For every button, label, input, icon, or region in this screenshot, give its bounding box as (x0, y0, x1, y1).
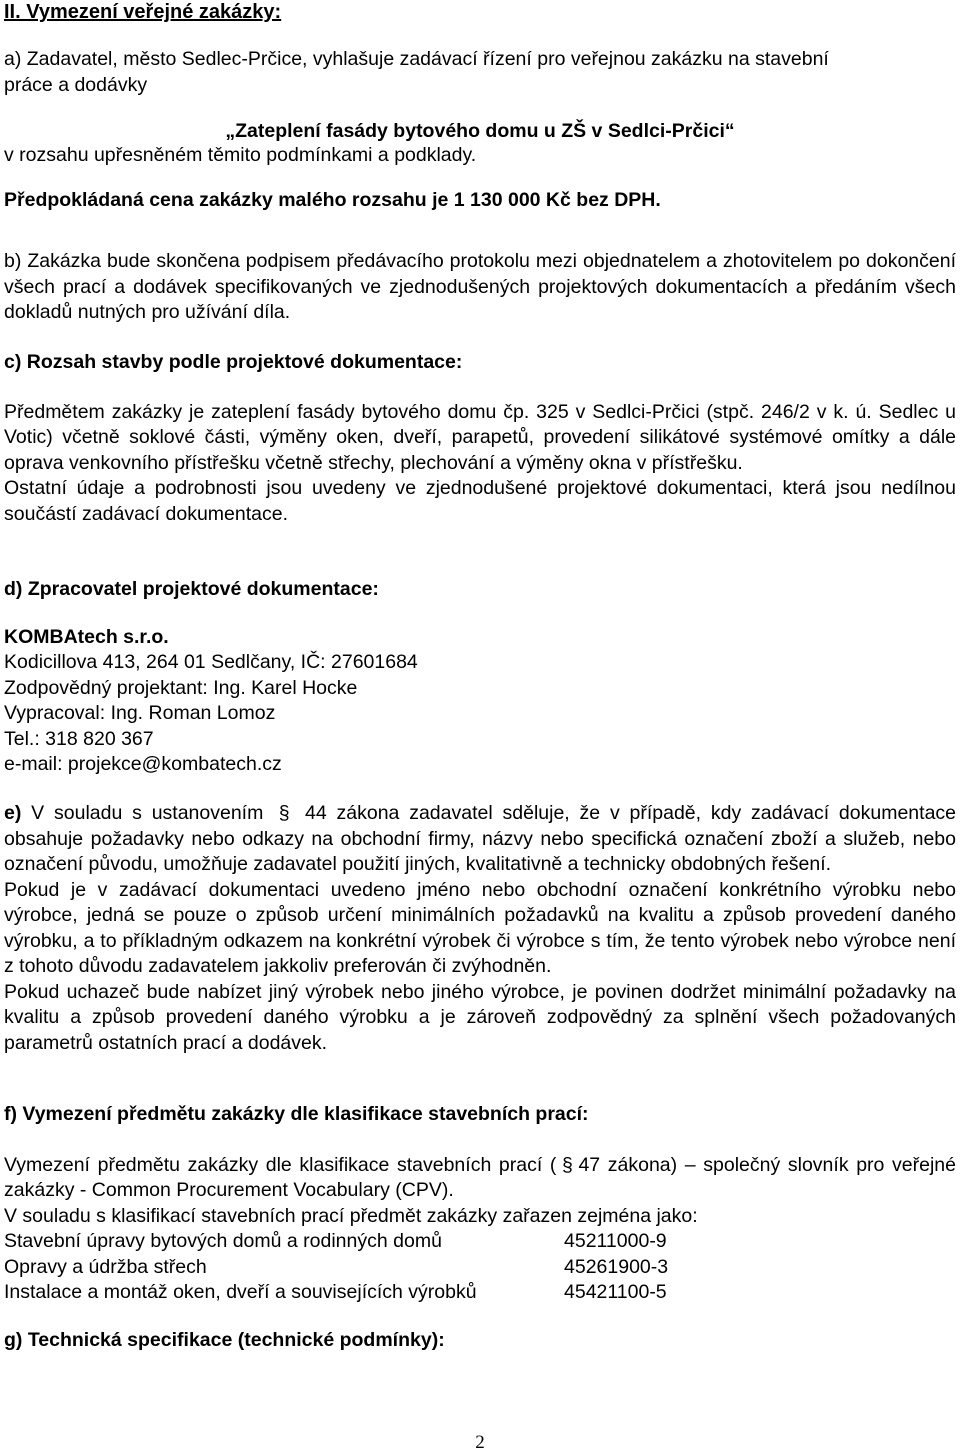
paragraph-symbol: § (278, 802, 290, 824)
section-c-heading: c) Rozsah stavby podle projektové dokumentace: (4, 351, 463, 373)
cpv-item-name: Instalace a montáž oken, dveří a souvisejících výrobků (4, 1281, 477, 1303)
company-name: KOMBAtech s.r.o. (4, 625, 169, 648)
page-number: 2 (475, 1432, 485, 1453)
cpv-list (4, 1229, 956, 1306)
section-g (4, 1328, 956, 1354)
section-e (4, 801, 956, 1056)
section-a-line1: a) Zadavatel, město Sedlec-Prčice, vyhlašuje zadávací řízení pro veřejnou zakázku na stavební (4, 48, 829, 70)
section-e-para2: Pokud je v zadávací dokumentaci uvedeno jméno nebo obchodní označení konkrétního výrobku nebo výrobce, jedná se pouze o způsob určení minimálních požadavků na kvalitu a způsob provedení daného výrobku, a to příkladným odkazem na konkrétní výrobek či výrobce s tím, že tento výrobek nebo výrobce není z tohoto důvodu zadavatelem jakkoliv preferován či zvýhodněn. (4, 878, 956, 977)
email: e-mail: projekce@kombatech.cz (4, 753, 282, 775)
section-b (4, 249, 956, 326)
phone: Tel.: 318 820 367 (4, 727, 154, 750)
section-c-para2: Ostatní údaje a podrobnosti jsou uvedeny ve zjednodušené projektové dokumentaci, která jsou nedílnou součástí zadávací dokumentace. (4, 477, 956, 525)
cpv-item-code: 45261900-3 (564, 1255, 669, 1278)
section-g-heading: g) Technická specifikace (technické podmínky): (4, 1329, 445, 1351)
cpv-item (4, 1280, 956, 1306)
section-f-para1: 47 zákona) – společný slovník pro veřejné zakázky - Common Procurement Vocabulary (CPV). (4, 1153, 956, 1201)
cpv-item (4, 1255, 956, 1281)
section-c-para1: Předmětem zakázky je zateplení fasády bytového domu čp. 325 v Sedlci-Prčici (stpč. 246/2 v k. ú. Sedlec u Votic) včetně soklové části, výměny oken, dveří, parapetů, provedení silikátové systémové omítky a dále oprava venkovního přístřešku včetně střechy, plechování a výměny okna v přístřešku. (4, 400, 956, 474)
section-a-line3: v rozsahu upřesněném těmito podmínkami a podklady. (4, 144, 477, 166)
section-f-para1-lead: Vymezení předmětu zakázky dle klasifikace stavebních prací ( (4, 1153, 557, 1176)
section-a (4, 47, 956, 214)
section-d-heading: d) Zpracovatel projektové dokumentace: (4, 578, 379, 600)
section-f (4, 1102, 956, 1306)
estimated-price: Předpokládaná cena zakázky malého rozsahu je 1 130 000 Kč bez DPH. (4, 189, 661, 211)
section-f-para2: V souladu s klasifikací stavebních prací předmět zakázky zařazen zejména jako: (4, 1204, 698, 1227)
prepared-by: Vypracoval: Ing. Roman Lomoz (4, 702, 276, 724)
cpv-item (4, 1229, 956, 1255)
section-e-label: e) (4, 802, 22, 824)
cpv-item-code: 45211000-9 (564, 1230, 667, 1252)
paragraph-symbol: § (562, 1153, 573, 1176)
section-d (4, 577, 956, 778)
contract-title: „Zateplení fasády bytového domu u ZŠ v Sedlci-Prčici“ (225, 120, 735, 142)
company-address: Kodicillova 413, 264 01 Sedlčany, IČ: 27601684 (4, 651, 418, 673)
section-e-lead: V souladu s ustanovením (31, 802, 264, 824)
section-c (4, 350, 956, 527)
section-f-heading: f) Vymezení předmětu zakázky dle klasifikace stavebních prací: (4, 1103, 589, 1125)
cpv-item-name: Stavební úpravy bytových domů a rodinných domů (4, 1230, 442, 1252)
responsible-designer: Zodpovědný projektant: Ing. Karel Hocke (4, 676, 358, 699)
section-e-para1: 44 zákona zadavatel sděluje, že v případě, kdy zadávací dokumentace obsahuje požadavky nebo odkazy na obchodní firmy, názvy nebo specifická označení zboží a služeb, nebo označení původu, umožňuje zadavatel použití jiných, kvalitativně a technicky obdobných řešení. (4, 802, 957, 875)
section-b-text: b) Zakázka bude skončena podpisem předávacího protokolu mezi objednatelem a zhotovitelem po dokončení všech prací a dodávek specifikovaných ve zjednodušených projektových dokumentacích a předáním všech dokladů nutných pro užívání díla. (4, 250, 956, 323)
section-a-line2: práce a dodávky (4, 73, 148, 96)
cpv-item-code: 45421100-5 (564, 1281, 667, 1303)
section-heading: II. Vymezení veřejné zakázky: (4, 1, 282, 23)
cpv-item-name: Opravy a údržba střech (4, 1255, 207, 1278)
section-e-para3: Pokud uchazeč bude nabízet jiný výrobek nebo jiného výrobce, je povinen dodržet minimální požadavky na kvalitu a způsob provedení daného výrobku a je zároveň zodpovědný za splnění všech požadovaných parametrů ostatních prací a dodávek. (4, 980, 956, 1054)
